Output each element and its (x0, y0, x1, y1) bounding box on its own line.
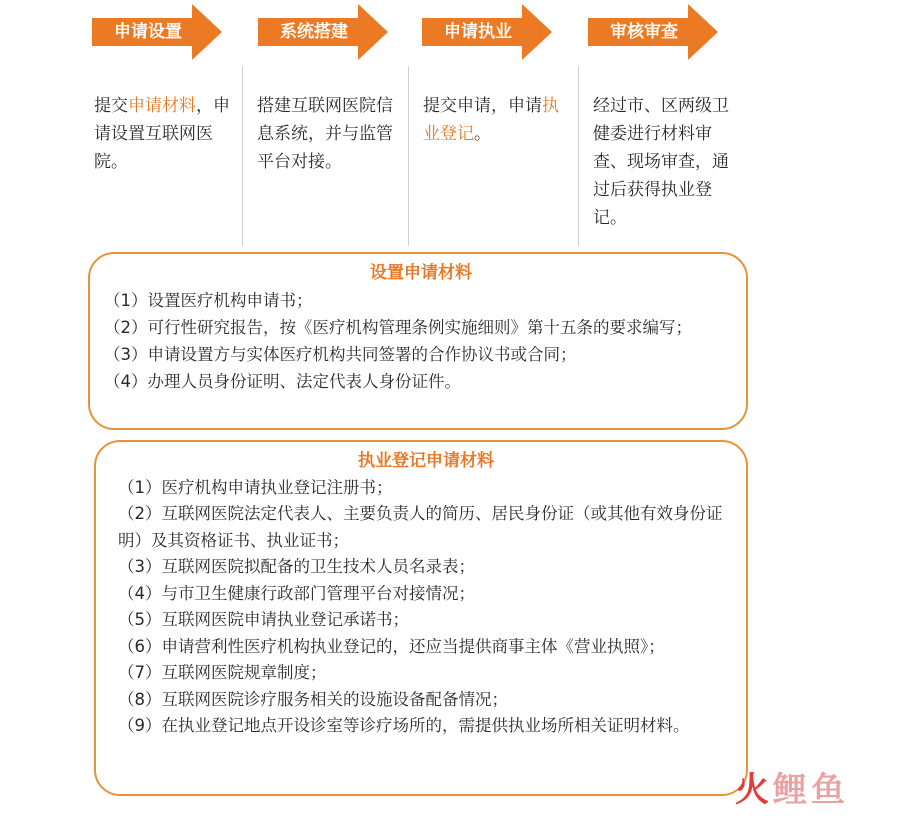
setup-material-item: （1）设置医疗机构申请书； (104, 291, 313, 310)
step-column-3 (408, 66, 579, 246)
step-text-part: 经过市、区两级卫健委进行材料审查、现场审查，通过后获得执业登记。 (593, 96, 729, 228)
watermark-logo (735, 770, 885, 810)
registration-materials-box (94, 440, 748, 796)
step-description (593, 92, 733, 232)
setup-materials-box (88, 252, 748, 430)
setup-material-item: （3）申请设置方与实体医疗机构共同签署的合作协议书或合同； (104, 345, 577, 364)
registration-material-item: （2）互联网医院法定代表人、主要负责人的简历、居民身份证（或其他有效身份证明）及其资格证书、执业证书； (118, 504, 723, 550)
setup-materials-title: 设置申请材料 (370, 263, 472, 283)
registration-material-item: （6）申请营利性医疗机构执业登记的，还应当提供商事主体《营业执照》； (118, 636, 665, 656)
step-text-part: 提交申请，申请 (423, 96, 542, 116)
watermark-fire-char: 火 (735, 770, 773, 810)
step-column-4 (578, 66, 741, 246)
setup-material-item: （2）可行性研究报告，按《医疗机构管理条例实施细则》第十五条的要求编写； (104, 318, 692, 337)
step-text-part: 提交 (94, 96, 128, 116)
registration-material-item: （8）互联网医院诊疗服务相关的设施设备配备情况； (118, 689, 508, 709)
step-arrow-4 (588, 0, 720, 60)
registration-material-item: （1）医疗机构申请执业登记注册书； (118, 477, 393, 497)
step-text-part: ，申请设置互联网医院。 (94, 96, 230, 172)
step-label: 申请执业 (444, 22, 512, 42)
registration-material-item: （3）互联网医院拟配备的卫生技术人员名录表； (118, 557, 475, 576)
registration-material-item: （4）与市卫生健康行政部门管理平台对接情况； (118, 583, 475, 603)
registration-material-item: （7）互联网医院规章制度； (118, 663, 327, 682)
step-arrow-3 (422, 0, 554, 60)
step-text-part: 。 (474, 124, 491, 144)
step-arrow-1 (92, 0, 224, 60)
registration-materials-title: 执业登记申请材料 (358, 451, 494, 471)
step-text-highlight: 执业登记 (423, 96, 559, 144)
step-arrow-2 (258, 0, 390, 60)
watermark-rest-chars: 鲤鱼 (773, 770, 849, 810)
setup-material-item: （4）办理人员身份证明、法定代表人身份证件。 (104, 372, 461, 391)
step-column-1 (80, 66, 242, 246)
step-label: 审核审查 (610, 22, 678, 42)
step-column-2 (242, 66, 409, 246)
registration-material-item: （9）在执业登记地点开设诊室等诊疗场所的，需提供执业场所相关证明材料。 (118, 716, 690, 735)
step-text-highlight: 申请材料 (128, 96, 196, 116)
step-description (257, 92, 397, 176)
step-label: 申请设置 (114, 22, 182, 42)
step-label: 系统搭建 (280, 22, 348, 42)
registration-material-item: （5）互联网医院申请执业登记承诺书； (118, 610, 409, 629)
step-text-part: 搭建互联网医院信息系统，并与监管平台对接。 (257, 96, 393, 172)
step-description (423, 92, 568, 148)
step-description (94, 92, 230, 176)
